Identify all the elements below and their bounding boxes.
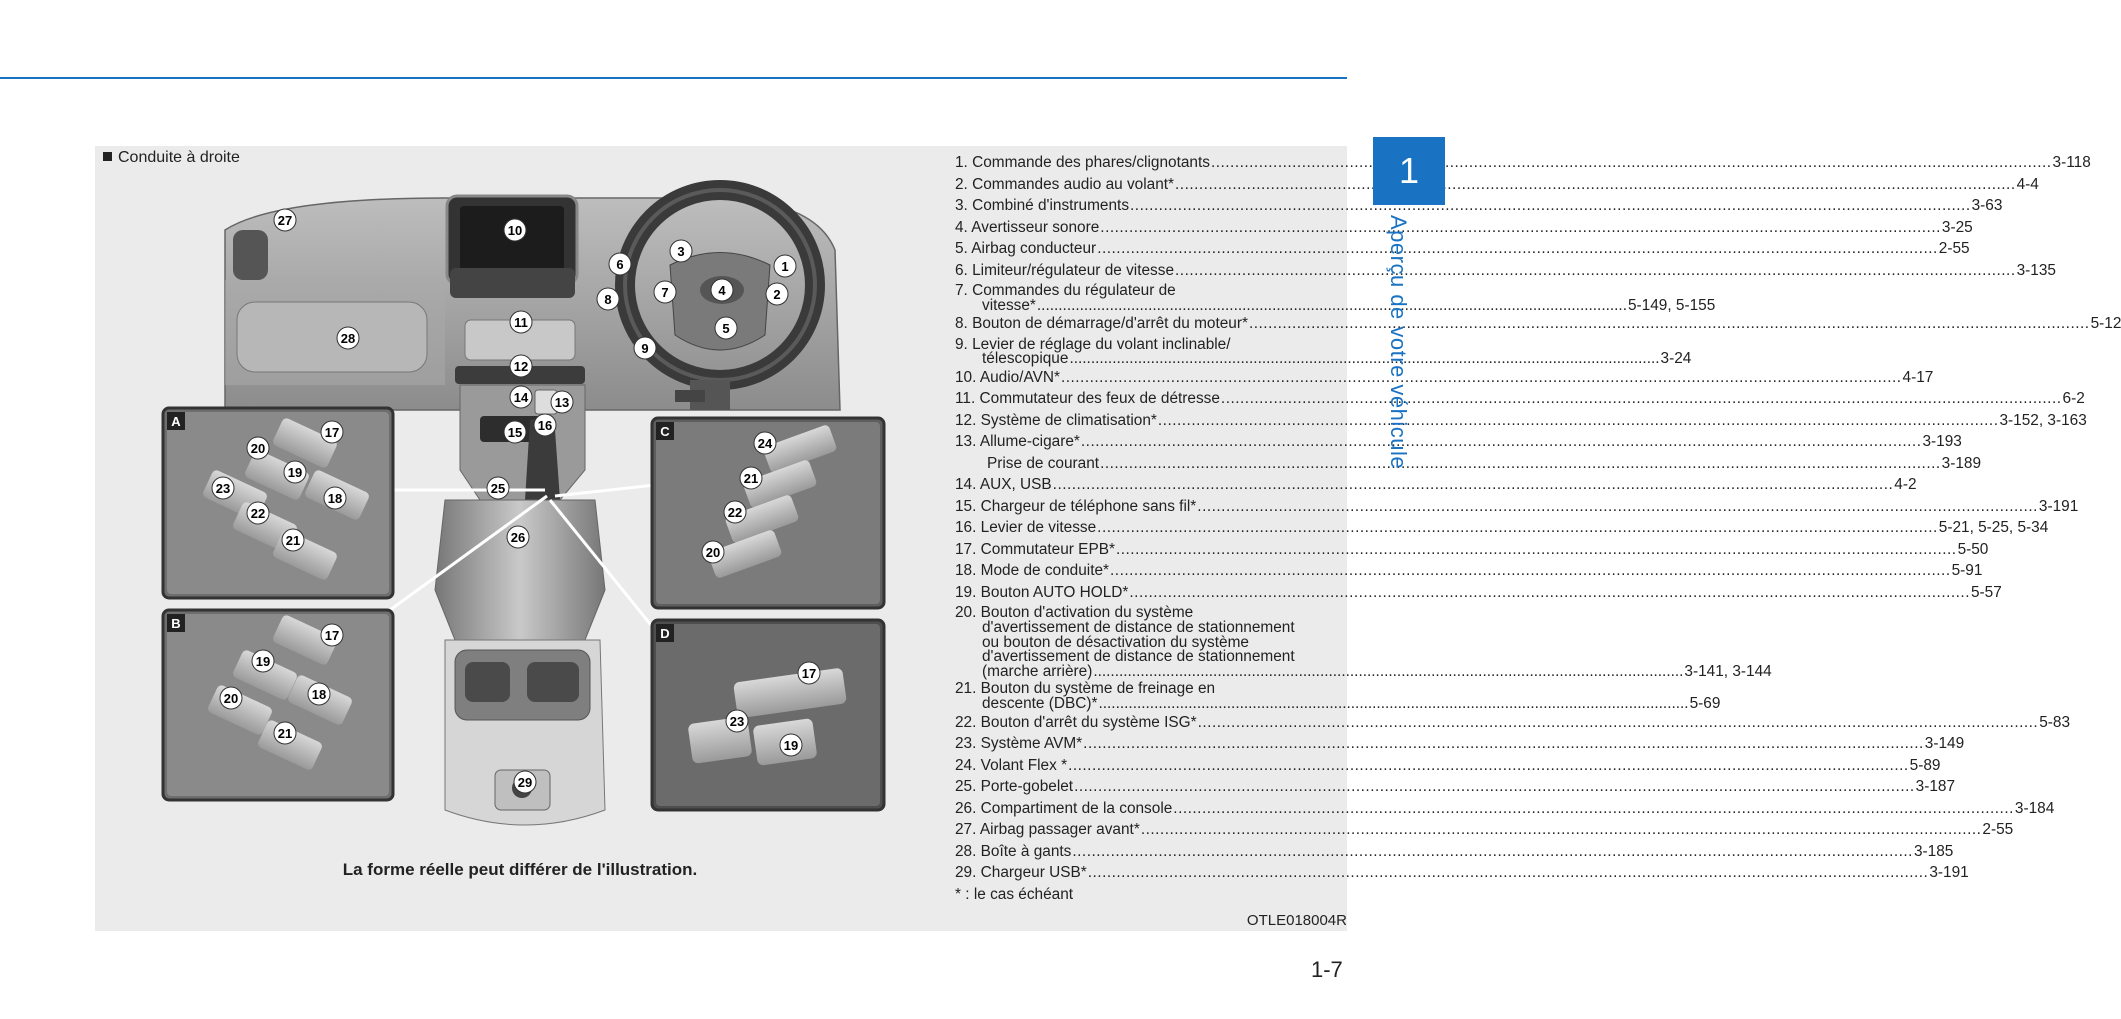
svg-text:17: 17 xyxy=(324,628,340,643)
legend-item: 15. Chargeur de téléphone sans fil* ..... 3-191 xyxy=(955,496,1335,518)
svg-text:20: 20 xyxy=(250,441,266,456)
legend-item: 16. Levier de vitesse ..... 5-21, 5-25, 5-34 xyxy=(955,517,1335,539)
marker-11: 11 xyxy=(514,315,528,330)
svg-text:19: 19 xyxy=(255,654,271,669)
svg-text:22: 22 xyxy=(250,506,266,521)
marker-13: 13 xyxy=(554,395,570,410)
legend-item: 13. Allume-cigare* ..... 3-193 xyxy=(955,431,1335,453)
legend-item: Prise de courant ..... 3-189 xyxy=(955,453,1335,475)
marker-25: 25 xyxy=(490,481,506,496)
inset-b-letter: B xyxy=(171,616,181,631)
marker-15: 15 xyxy=(507,425,523,440)
legend-item: 6. Limiteur/régulateur de vitesse ..... 3-135 xyxy=(955,260,1335,282)
svg-text:22: 22 xyxy=(727,505,743,520)
svg-text:23: 23 xyxy=(729,714,745,729)
marker-6: 6 xyxy=(616,257,624,272)
legend-item: 10. Audio/AVN* ..... 4-17 xyxy=(955,367,1335,389)
illustration-code: OTLE018004R xyxy=(1246,912,1347,929)
marker-16: 16 xyxy=(537,418,553,433)
section-label-text: Conduite à droite xyxy=(118,149,240,166)
svg-text:19: 19 xyxy=(783,738,799,753)
svg-text:18: 18 xyxy=(327,491,343,506)
legend-item: 5. Airbag conducteur ..... 2-55 xyxy=(955,238,1335,260)
legend-item: 8. Bouton de démarrage/d'arrêt du moteur* ..... 5-12 xyxy=(955,313,1335,335)
legend-item: 24. Volant Flex * ..... 5-89 xyxy=(955,755,1335,777)
legend-item: 23. Système AVM* ..... 3-149 xyxy=(955,733,1335,755)
svg-text:19: 19 xyxy=(287,465,303,480)
legend-item: 22. Bouton d'arrêt du système ISG* ..... 5-83 xyxy=(955,712,1335,734)
legend-item: 14. AUX, USB ..... 4-2 xyxy=(955,474,1335,496)
legend-item: 17. Commutateur EPB* ..... 5-50 xyxy=(955,539,1335,561)
chapter-tab: 1 xyxy=(1373,137,1445,205)
marker-2: 2 xyxy=(773,287,781,302)
inset-a-letter: A xyxy=(171,414,181,429)
svg-text:23: 23 xyxy=(215,481,231,496)
svg-text:18: 18 xyxy=(311,687,327,702)
legend-item: 20. Bouton d'activation du système d'avertissement de distance de stationnement ou bouton de désactivation du système d'avertissement de distance de stationnement (marche arrière) .......................................................................................................................................... 3-141, 3-144 xyxy=(955,604,1772,680)
legend-item: 4. Avertisseur sonore ..... 3-25 xyxy=(955,217,1335,239)
legend-item: 1. Commande des phares/clignotants ..... 3-118 xyxy=(955,152,1335,174)
marker-27: 27 xyxy=(277,213,293,228)
marker-1: 1 xyxy=(781,259,789,274)
marker-29: 29 xyxy=(517,775,533,790)
legend-item: 7. Commandes du régulateur de vitesse* .......................................................................................................................................... 5-149, 5-155 xyxy=(955,282,1716,314)
svg-text:20: 20 xyxy=(223,691,239,706)
marker-10: 10 xyxy=(507,223,523,238)
legend-item: 29. Chargeur USB* ..... 3-191 xyxy=(955,862,1335,884)
svg-text:20: 20 xyxy=(705,545,721,560)
marker-12: 12 xyxy=(513,359,529,374)
legend-item: 2. Commandes audio au volant* ..... 4-4 xyxy=(955,174,1335,196)
legend-item: 11. Commutateur des feux de détresse ..... 6-2 xyxy=(955,388,1335,410)
chapter-title: Aperçu de votre véhicule xyxy=(1386,215,1411,470)
legend-item: 26. Compartiment de la console ..... 3-184 xyxy=(955,798,1335,820)
marker-8: 8 xyxy=(604,292,612,307)
svg-text:17: 17 xyxy=(324,425,340,440)
marker-28: 28 xyxy=(340,331,356,346)
marker-5: 5 xyxy=(722,321,730,336)
illustration-caption: La forme réelle peut différer de l'illustration. xyxy=(342,860,698,879)
inset-d-letter: D xyxy=(660,626,670,641)
marker-4: 4 xyxy=(718,283,726,298)
marker-3: 3 xyxy=(677,244,685,259)
legend-item: 18. Mode de conduite* ..... 5-91 xyxy=(955,560,1335,582)
marker-9: 9 xyxy=(641,341,649,356)
svg-text:21: 21 xyxy=(285,533,301,548)
svg-text:17: 17 xyxy=(801,666,817,681)
marker-14: 14 xyxy=(513,390,529,405)
legend-item: 28. Boîte à gants ..... 3-185 xyxy=(955,841,1335,863)
header-rule xyxy=(0,77,1347,79)
svg-text:21: 21 xyxy=(277,726,293,741)
svg-text:24: 24 xyxy=(757,436,773,451)
legend-item: 9. Levier de réglage du volant inclinable/ télescopique .......................................................................................................................................... 3-24 xyxy=(955,335,1692,368)
legend-item: 3. Combiné d'instruments ..... 3-63 xyxy=(955,195,1335,217)
marker-26: 26 xyxy=(510,530,526,545)
marker-7: 7 xyxy=(661,285,669,300)
inset-c-letter: C xyxy=(660,424,670,439)
legend-item: 27. Airbag passager avant* ..... 2-55 xyxy=(955,819,1335,841)
legend-item: 19. Bouton AUTO HOLD* ..... 5-57 xyxy=(955,582,1335,604)
legend-note: * : le cas échéant xyxy=(955,885,1074,903)
page-number: 1-7 xyxy=(1311,957,1343,982)
svg-text:21: 21 xyxy=(743,471,759,486)
section-label xyxy=(103,149,240,167)
legend-item: 21. Bouton du système de freinage en descente (DBC)* .......................................................................................................................................... 5-69 xyxy=(955,680,1721,712)
legend-item: 25. Porte-gobelet ..... 3-187 xyxy=(955,776,1335,798)
dashboard-illustration xyxy=(115,170,930,842)
legend-item: 12. Système de climatisation* ..... 3-152, 3-163 xyxy=(955,410,1335,432)
